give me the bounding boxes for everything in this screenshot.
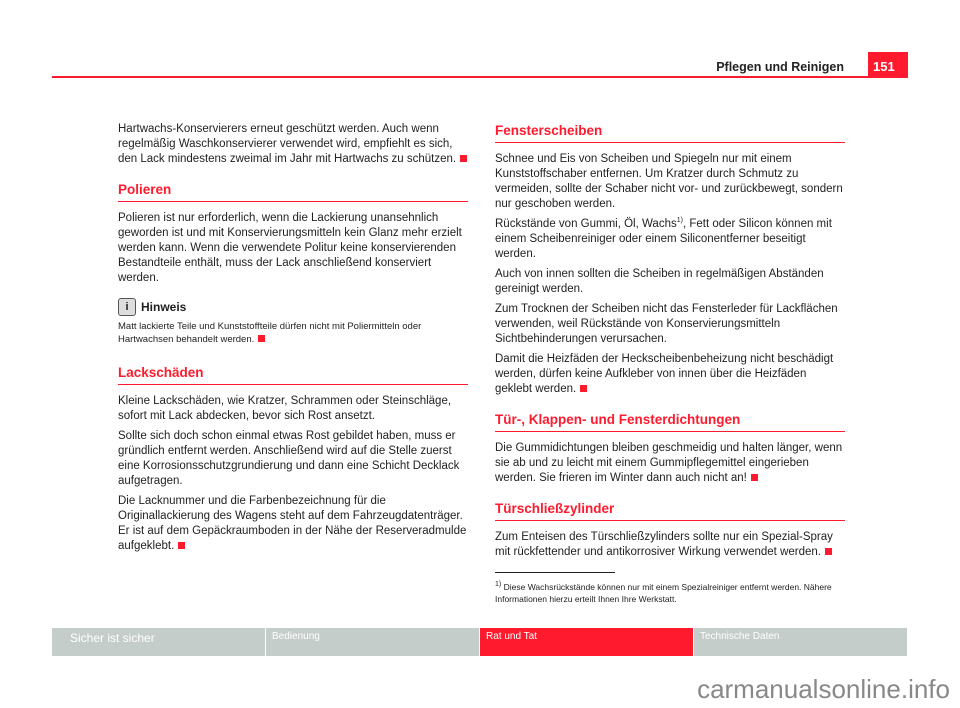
heading-dichtungen: Tür-, Klappen- und Fensterdichtungen [495,411,845,432]
end-marker-icon [460,155,467,162]
section-title: Pflegen und Reinigen [716,60,844,74]
paragraph [495,530,845,560]
text: Rückstände von Gummi, Öl, Wachs [495,218,677,230]
heading-fensterscheiben: Fensterscheiben [495,122,845,143]
paragraph [495,441,845,486]
note-text [118,320,468,346]
footnote-divider [495,572,615,573]
text: Matt lackierte Teile und Kunststoffteile dürfen nicht mit Poliermitteln oder Hartwachsen behandelt werden. [118,321,422,345]
text: Damit die Heizfäden der Heckscheibenbeheizung nicht beschädigt werden, dürfen keine Aufkleber von innen über die Heizfäden geklebt werden. [495,353,834,395]
heading-polieren: Polieren [118,181,468,202]
paragraph: Sollte sich doch schon einmal etwas Rost gebildet haben, muss er gründlich entfernt werden. Anschließend wird auf die Stelle zuerst eine Korrosionsschutzgrundierung und dann eine Schicht Decklack aufgetragen. [118,430,460,487]
end-marker-icon [258,335,265,342]
header-divider [52,76,908,78]
heading-schliesszylinder: Türschließzylinder [495,500,845,521]
footnote-mark: 1) [495,581,502,589]
footnote [495,581,845,605]
paragraph: Auch von innen sollten die Scheiben in regelmäßigen Abständen gereinigt werden. [495,268,824,295]
footnote-text: Diese Wachsrückstände können nur mit einem Spezialreiniger entfernt werden. Nähere Informationen hierzu erteilt Ihnen Ihre Werkstatt. [495,582,832,604]
watermark: carmanualsonline.info [697,674,950,704]
footnote-ref: 1) [676,217,683,225]
paragraph: Kleine Lackschäden, wie Kratzer, Schrammen oder Steinschläge, sofort mit Lack abdecken, bevor sich Rost ansetzt. [118,395,452,422]
left-column [118,122,468,559]
footer-tab-sicher[interactable]: Sicher ist sicher [52,628,266,656]
text: , Fett oder Silicon können mit einem Scheibenreiniger oder einem Siliconentferner beseitigt werden. [495,218,832,260]
note-heading [118,298,468,316]
end-marker-icon [825,548,832,555]
paragraph: Schnee und Eis von Scheiben und Spiegeln nur mit einem Kunststoffschaber entfernen. Um Kratzer durch Schmutz zu vermeiden, sollte der Schaber nicht vor- und zurückbewegt, sondern nur geschoben werden. [495,153,843,210]
text: Die Lacknummer und die Farbenbezeichnung für die Originallackierung des Wagens steht auf dem Fahrzeugdatenträger. Er ist auf dem Gepäckraumboden in der Nähe der Reserveradmulde aufgeklebt. [118,495,467,552]
paragraph [495,352,845,397]
footnote-block [495,572,845,605]
footer-tab-rat-und-tat[interactable]: Rat und Tat [480,628,694,656]
text: Die Gummidichtungen bleiben geschmeidig und halten länger, wenn sie ab und zu leicht mit einem Gummipflegemittel eingerieben werden. Sie frieren im Winter dann auch nicht an! [495,442,843,484]
heading-lackschaeden: Lackschäden [118,364,468,385]
paragraph [118,494,468,554]
footer-tab-bedienung[interactable]: Bedienung [266,628,480,656]
end-marker-icon [178,542,185,549]
paragraph: Zum Trocknen der Scheiben nicht das Fensterleder für Lackflächen verwenden, weil Rückstände von Konservierungsmitteln Sichtbehinderungen verursachen. [495,303,838,345]
paragraph: Polieren ist nur erforderlich, wenn die Lackierung unansehnlich geworden ist und mit Konservierungsmitteln kein Glanz mehr erzielt werden kann. Wenn die verwendete Politur keine konservierenden Bestandteile enthält, muss der Lack anschließend konserviert werden. [118,212,462,284]
footer-tab-technische-daten[interactable]: Technische Daten [694,628,908,656]
note-label: Hinweis [141,299,187,314]
end-marker-icon [580,385,587,392]
text: Hartwachs-Konservierers erneut geschützt werden. Auch wenn regelmäßig Waschkonservierer verwendet wird, empfiehlt es sich, den Lack mindestens zweimal im Jahr mit Hartwachs zu schützen. [118,123,457,165]
text: Zum Enteisen des Türschließzylinders sollte nur ein Spezial-Spray mit rückfettender und antikorrosiver Wirkung verwendet werden. [495,531,833,558]
right-column [495,122,845,605]
paragraph [495,217,845,262]
info-icon: i [118,298,136,316]
end-marker-icon [751,474,758,481]
paragraph [118,122,468,167]
page-number: 151 [868,52,908,77]
